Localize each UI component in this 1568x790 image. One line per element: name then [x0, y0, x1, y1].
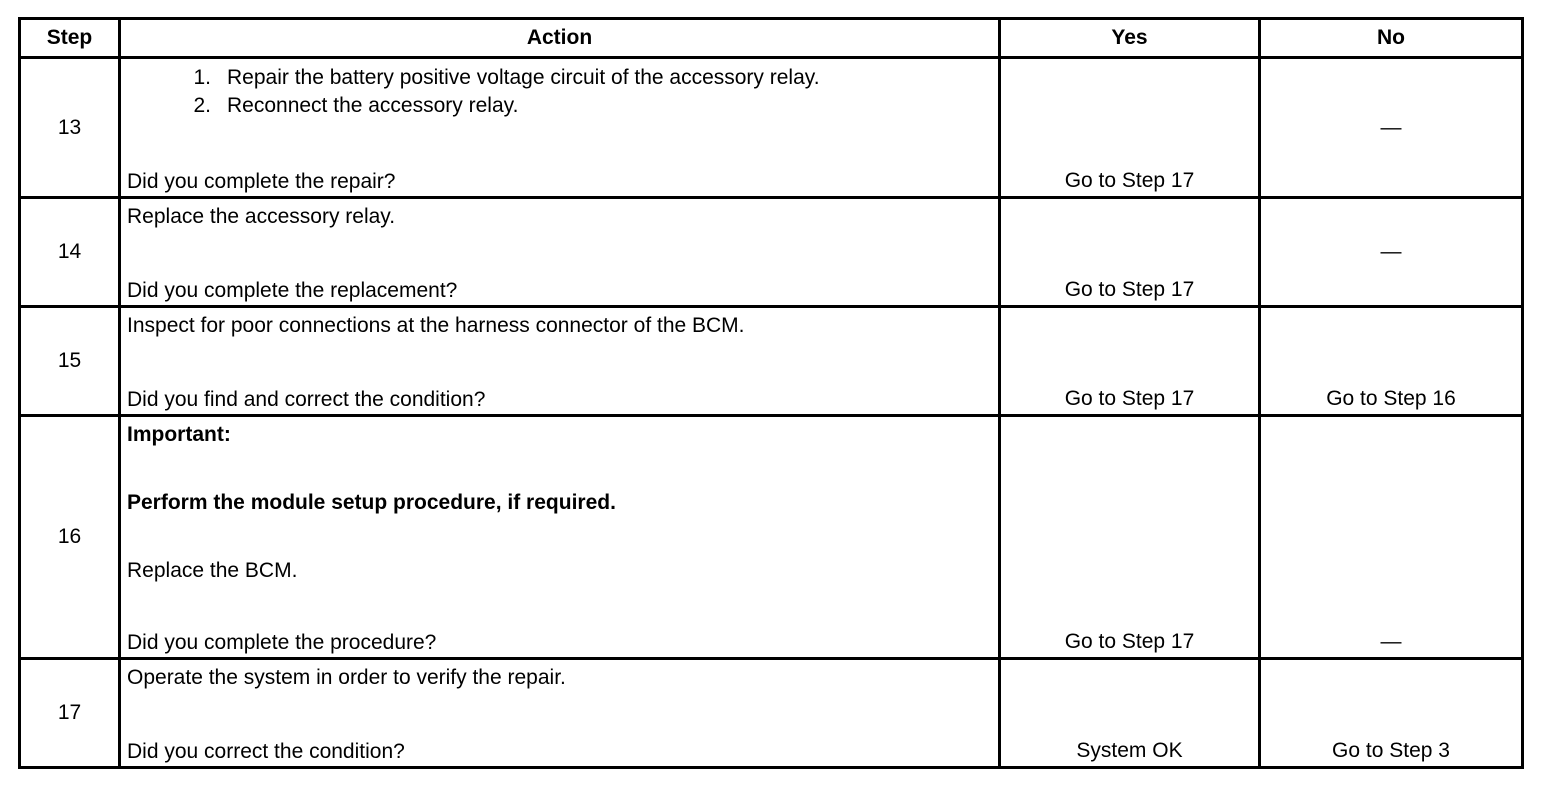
action-instruction: Replace the BCM.	[127, 559, 298, 582]
step-number: 13	[20, 58, 120, 198]
no-result: —	[1380, 630, 1402, 653]
list-item-text: Reconnect the accessory relay.	[227, 94, 519, 117]
yes-result: Go to Step 17	[1064, 278, 1195, 301]
header-yes: Yes	[1000, 19, 1260, 58]
step-number: 16	[20, 416, 120, 659]
action-cell	[120, 198, 1000, 307]
table-row-step-14	[20, 198, 1523, 307]
action-question: Did you complete the procedure?	[127, 631, 437, 654]
step-number: 17	[20, 659, 120, 768]
yes-cell	[1000, 198, 1260, 307]
no-cell	[1260, 307, 1523, 416]
action-instruction: Inspect for poor connections at the harness connector of the BCM.	[127, 314, 745, 337]
no-result: Go to Step 3	[1332, 739, 1450, 762]
no-result: Go to Step 16	[1326, 387, 1456, 410]
action-instruction: Replace the accessory relay.	[127, 205, 396, 228]
table-row-step-16	[20, 416, 1523, 659]
action-cell	[120, 307, 1000, 416]
diagnostic-table	[18, 17, 1524, 769]
list-item	[127, 92, 820, 120]
list-item-number: 1.	[193, 66, 211, 89]
action-cell	[120, 58, 1000, 198]
table-row-step-13	[20, 58, 1523, 198]
yes-result: Go to Step 17	[1064, 169, 1195, 192]
action-instruction: Operate the system in order to verify the repair.	[127, 666, 566, 689]
table-row-step-17	[20, 659, 1523, 768]
header-action: Action	[120, 19, 1000, 58]
step-number: 14	[20, 198, 120, 307]
important-note: Perform the module setup procedure, if required.	[127, 491, 616, 514]
table-row-step-15	[20, 307, 1523, 416]
action-list	[127, 64, 820, 120]
no-cell	[1260, 198, 1523, 307]
action-question: Did you complete the replacement?	[127, 279, 458, 302]
yes-cell	[1000, 659, 1260, 768]
yes-cell	[1000, 58, 1260, 198]
yes-cell	[1000, 416, 1260, 659]
header-row	[20, 19, 1523, 58]
yes-result: Go to Step 17	[1064, 630, 1195, 653]
no-cell	[1260, 416, 1523, 659]
header-step: Step	[20, 19, 120, 58]
yes-cell	[1000, 307, 1260, 416]
action-cell	[120, 416, 1000, 659]
no-result: —	[1380, 115, 1402, 139]
action-question: Did you correct the condition?	[127, 740, 405, 763]
list-item	[127, 64, 820, 92]
no-cell	[1260, 58, 1523, 198]
action-cell	[120, 659, 1000, 768]
header-no: No	[1260, 19, 1523, 58]
important-label: Important:	[127, 423, 231, 446]
no-result: —	[1380, 240, 1402, 263]
yes-result: System OK	[1076, 739, 1183, 762]
list-item-number: 2.	[193, 94, 211, 117]
action-question: Did you complete the repair?	[127, 170, 396, 193]
yes-result: Go to Step 17	[1064, 387, 1195, 410]
list-item-text: Repair the battery positive voltage circuit of the accessory relay.	[227, 66, 820, 89]
action-question: Did you find and correct the condition?	[127, 388, 486, 411]
no-cell	[1260, 659, 1523, 768]
step-number: 15	[20, 307, 120, 416]
